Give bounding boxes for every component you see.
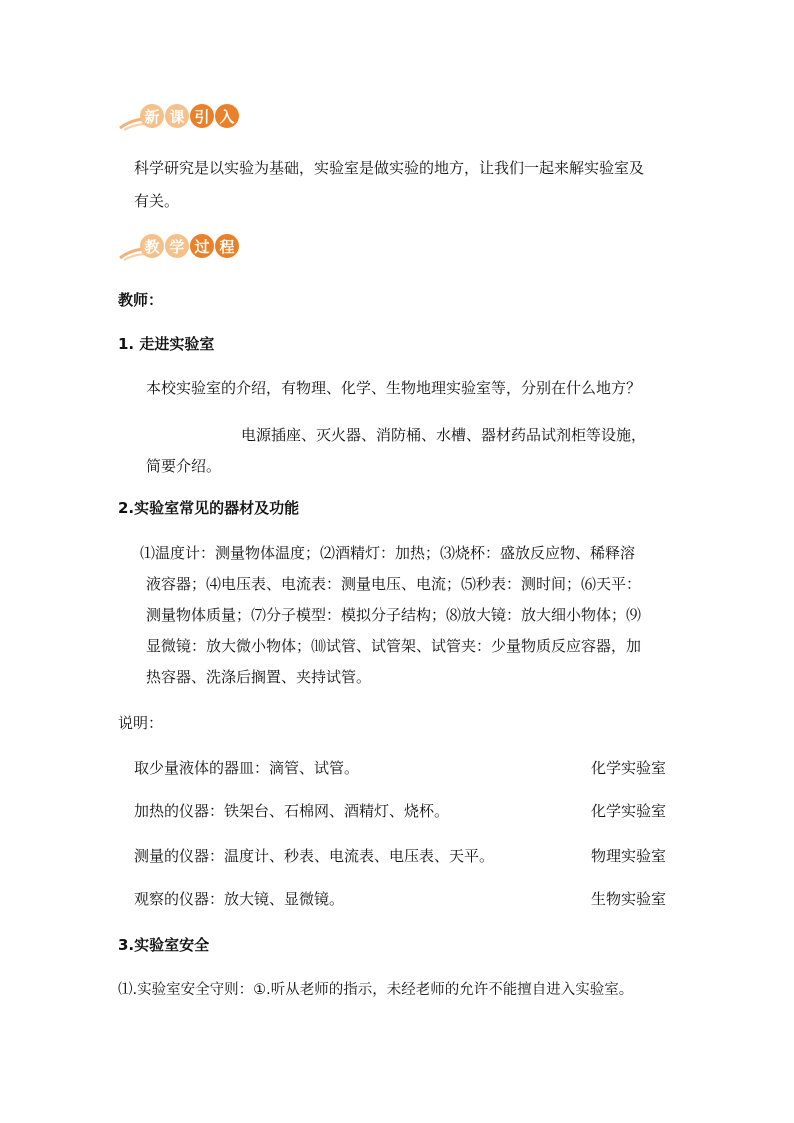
note-text: 取少量液体的器皿：滴管、试管。 bbox=[134, 759, 360, 777]
section2-line: 显微镜：放大微小物体；⑽试管、试管架、试管夹：少量物质反应容器，加 bbox=[146, 637, 642, 655]
note-text: 测量的仪器：温度计、秒表、电流表、电压表、天平。 bbox=[134, 847, 495, 865]
note-label: 说明： bbox=[118, 714, 164, 732]
note-lab: 化学实验室 bbox=[591, 802, 667, 820]
section2-line: 热容器、洗涤后搁置、夹持试管。 bbox=[146, 668, 372, 686]
section1-title: 1. 走进实验室 bbox=[118, 335, 215, 353]
process-section-badge bbox=[118, 234, 235, 268]
badge-char: 新 bbox=[140, 104, 164, 128]
section2-line: 测量物体质量；⑺分子模型：模拟分子结构；⑻放大镜：放大细小物体；⑼ bbox=[146, 606, 642, 624]
badge-char: 课 bbox=[165, 104, 189, 128]
note-text: 加热的仪器：铁架台、石棉网、酒精灯、烧杯。 bbox=[134, 802, 450, 820]
intro-text-line: 科学研究是以实验为基础，实验室是做实验的地方，让我们一起来解实验室及 bbox=[134, 159, 645, 177]
badge-char: 过 bbox=[190, 234, 214, 258]
section1-line: 简要介绍。 bbox=[146, 457, 222, 475]
section2-line: ⑴温度计：测量物体温度；⑵酒精灯：加热；⑶烧杯：盛放反应物、稀释溶 bbox=[140, 544, 636, 562]
section1-line: 本校实验室的介绍，有物理、化学、生物地理实验室等，分别在什么地方？ bbox=[146, 379, 642, 397]
section2-title: 2.实验室常见的器材及功能 bbox=[118, 499, 300, 517]
note-lab: 化学实验室 bbox=[591, 759, 667, 777]
section3-title: 3.实验室安全 bbox=[118, 936, 210, 954]
teacher-label: 教师： bbox=[118, 291, 164, 309]
note-lab: 生物实验室 bbox=[591, 890, 667, 908]
badge-char: 入 bbox=[215, 104, 239, 128]
intro-text-line: 有关。 bbox=[134, 192, 180, 210]
badge-char: 引 bbox=[190, 104, 214, 128]
section1-line: 电源插座、灭火器、消防桶、水槽、器材药品试剂柜等设施， bbox=[241, 426, 647, 444]
section3-line: ⑴.实验室安全守则：①.听从老师的指示，未经老师的允许不能擅自进入实验室。 bbox=[118, 982, 634, 998]
note-text: 观察的仪器：放大镜、显微镜。 bbox=[134, 890, 345, 908]
section2-line: 液容器；⑷电压表、电流表：测量电压、电流；⑸秒表：测时间；⑹天平： bbox=[146, 575, 642, 593]
note-lab: 物理实验室 bbox=[591, 847, 667, 865]
intro-section-badge bbox=[118, 104, 235, 138]
badge-char: 学 bbox=[165, 234, 189, 258]
badge-char: 程 bbox=[215, 234, 239, 258]
badge-char: 教 bbox=[140, 234, 164, 258]
